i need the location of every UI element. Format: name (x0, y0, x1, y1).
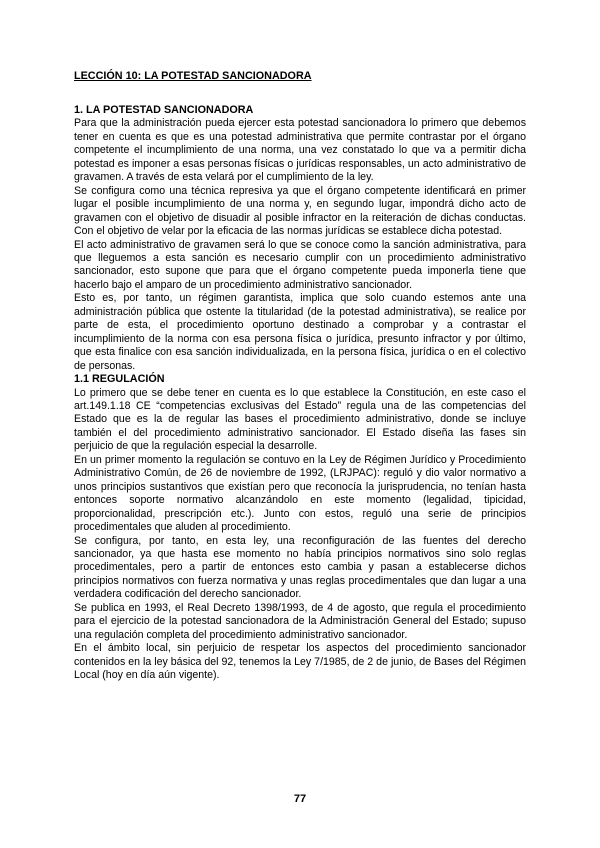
section-1-1-paragraph-5: En el ámbito local, sin perjuicio de respetar los aspectos del procedimiento sancionador contenidos en la ley básica del 92, tenemos la Ley 7/1985, de 2 de junio, de Bases del Régimen Local (hoy en día aún vigente). (74, 642, 526, 682)
page-number: 77 (293, 793, 307, 805)
section-1-1-paragraph-1: Lo primero que se debe tener en cuenta es lo que establece la Constitución, en este caso el art.149.1.18 CE “competencias exclusivas del Estado” regula una de las competencias del Estado que es la de regular las bases el procedimiento administrativo, donde se incluye también el del procedimiento administrativo sancionador. El Estado diseña las fases sin perjuicio de que la regulación especial la desarrolle. (74, 386, 526, 453)
section-1-1-paragraph-2: En un primer momento la regulación se contuvo en la Ley de Régimen Jurídico y Procedimiento Administrativo Común, de 26 de noviembre de 1992, (LRJPAC): reguló y dio valor normativo a unos principios sustantivos que existían pero que reconocía la jurisprudencia, no tenían hasta entonces soporte normativo alcanzándolo en este momento (legalidad, tipicidad, proporcionalidad, prescripción etc.). Junto con estos, reguló una serie de principios procedimentales que aluden al procedimiento. (74, 453, 526, 534)
section-1-paragraph-3: El acto administrativo de gravamen será lo que se conoce como la sanción administrativa, para que lleguemos a esta sanción es necesario cumplir con un procedimiento administrativo sancionador, esto supone que para que el órgano competente pueda imponerla tiene que hacerlo bajo el amparo de un procedimiento administrativo sancionador. (74, 238, 526, 291)
section-1-paragraph-2: Se configura como una técnica represiva ya que el órgano competente identificará en primer lugar el posible incumplimiento de una norma y, en segundo lugar, impondrá dicho acto de gravamen con el objetivo de disuadir al posible infractor en la reiteración de dichas conductas. Con el objetivo de velar por la eficacia de las normas jurídicas se establece dicha potestad. (74, 184, 526, 238)
page-content (74, 70, 526, 682)
section-1-1-paragraph-4: Se publica en 1993, el Real Decreto 1398/1993, de 4 de agosto, que regula el procedimiento para el ejercicio de la potestad sancionadora de la Administración General del Estado; supuso una regulación completa del procedimiento administrativo sancionador. (74, 601, 526, 641)
section-1-1-paragraph-3: Se configura, por tanto, en esta ley, una reconfiguración de las fuentes del derecho sancionador, ya que hasta ese momento no había principios normativos sino solo reglas procedimentales, pero a partir de entonces esto cambia y pasan a establecerse dichos principios normativos con fuerza normativa y unas reglas procedimentales que dan lugar a una verdadera codificación del derecho sancionador. (74, 534, 526, 601)
section-heading-1-1: 1.1 REGULACIÓN (74, 373, 165, 386)
section-heading-1: 1. LA POTESTAD SANCIONADORA (74, 104, 254, 116)
lesson-title: LECCIÓN 10: LA POTESTAD SANCIONADORA (74, 70, 312, 82)
section-1-paragraph-4: Esto es, por tanto, un régimen garantista, implica que solo cuando estemos ante una administración pública que ostente la titularidad (de la potestad administrativa), se realice por parte de esta, el procedimiento oportuno destinado a comprobar y a contrastar el incumplimiento de la norma con esa persona física o jurídica, presunto infractor y por último, que esta finalice con esa sanción individualizada, en la persona física, jurídica o en el colectivo de personas. (74, 292, 526, 372)
section-1-paragraph-1: Para que la administración pueda ejercer esta potestad sancionadora lo primero que debemos tener en cuenta es que es una potestad administrativa que permite contrastar por el órgano competente el incumplimiento de una norma, una vez constatado lo que va a permitir dicha potestad es imponer a esas personas físicas o jurídicas responsables, un acto administrativo de gravamen. A través de esta velará por el cumplimiento de la ley. (74, 117, 526, 184)
